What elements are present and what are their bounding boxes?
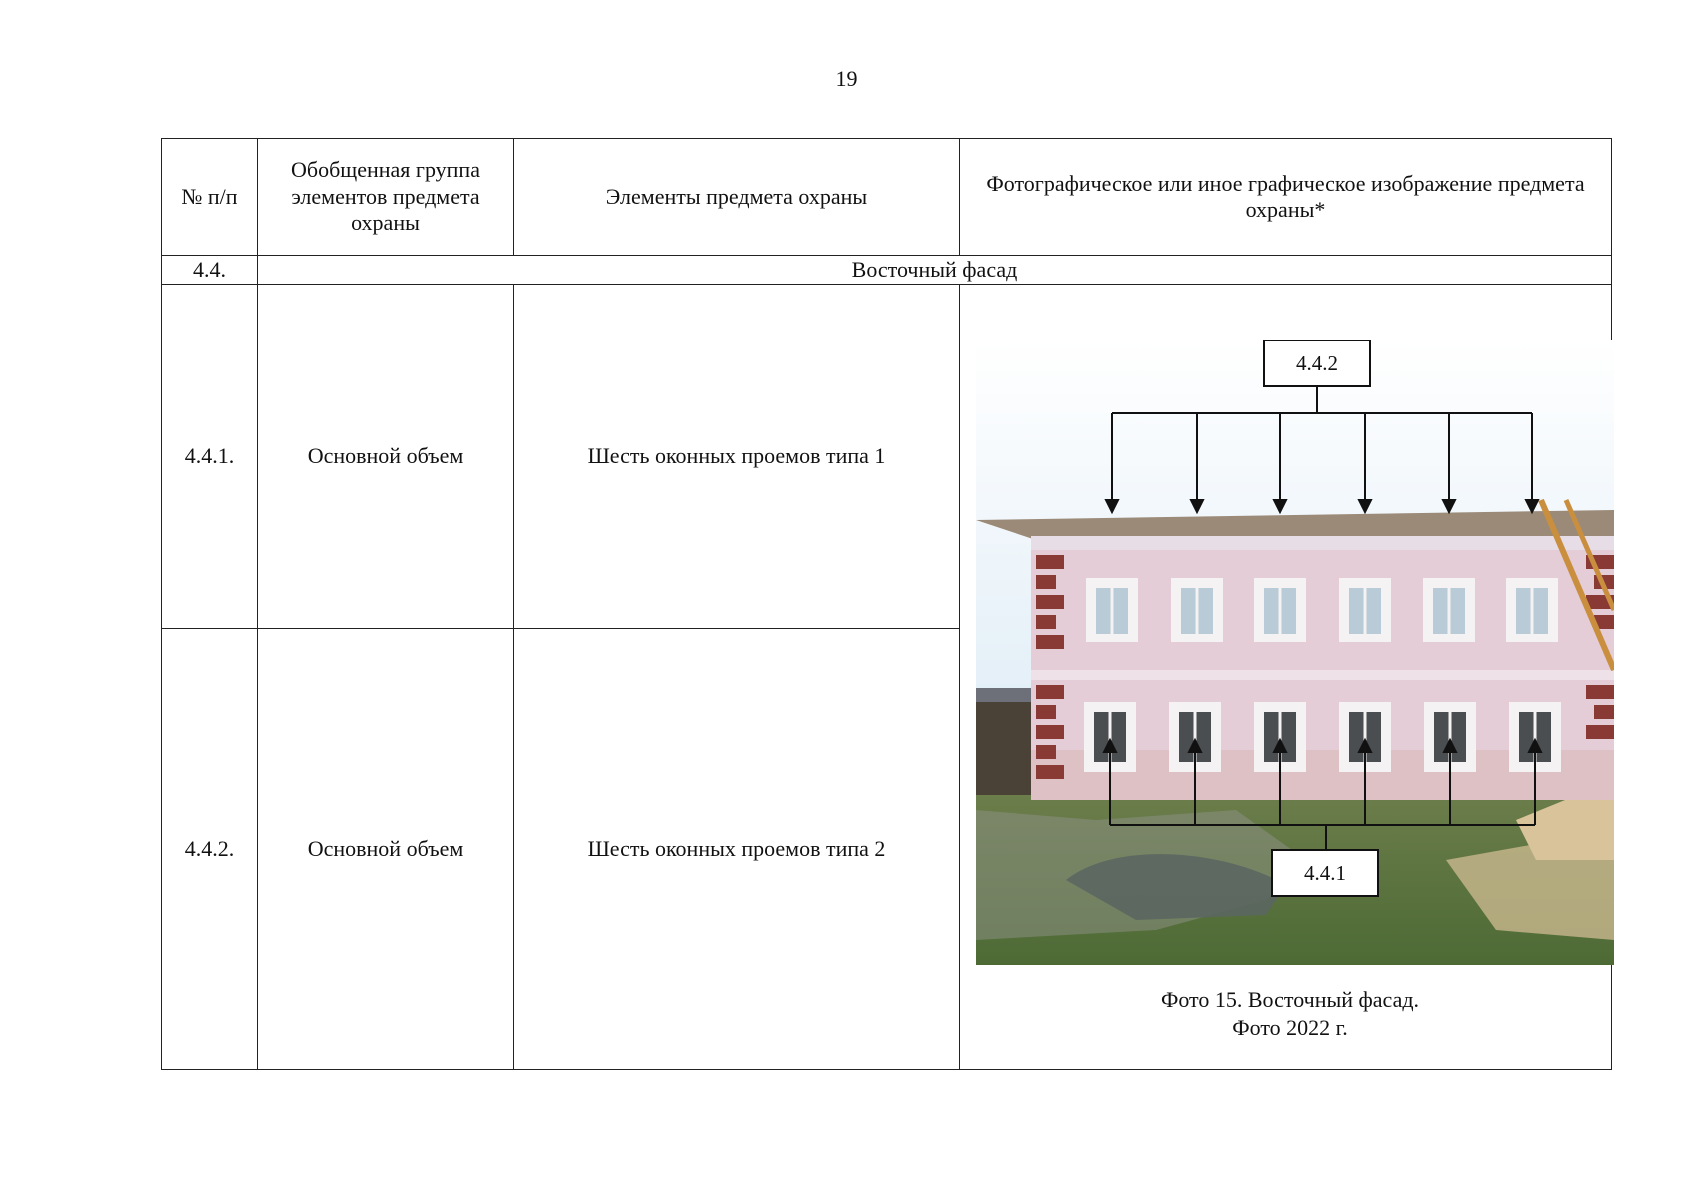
row-num: 4.4.2. [162,629,258,1070]
caption-line-1: Фото 15. Восточный фасад. [1160,986,1420,1012]
section-row [162,256,1612,285]
header-group: Обобщенная группа элементов предмета охраны [258,139,514,256]
photo-caption [966,986,1614,1043]
callout-top-label: 4.4.2 [1296,350,1338,375]
photo-cell [960,285,1612,1070]
row-group: Основной объем [258,285,514,629]
row-group: Основной объем [258,629,514,1070]
callout-bottom-label: 4.4.1 [1304,860,1346,885]
row-num: 4.4.1. [162,285,258,629]
protection-elements-table [161,138,1612,1070]
photo-figure [966,286,1614,1069]
caption-line-2: Фото 2022 г. [1232,1015,1348,1041]
facade-photo [976,340,1614,965]
page-number: 19 [835,66,858,91]
header-num: № п/п [162,139,258,256]
row-elements: Шесть оконных проемов типа 1 [514,285,960,629]
table-row [162,285,1612,629]
header-image: Фотографическое или иное графическое изображение предмета охраны* [960,139,1612,256]
section-num: 4.4. [162,256,258,285]
section-title: Восточный фасад [258,256,1612,285]
header-elements: Элементы предмета охраны [514,139,960,256]
table-header-row [162,139,1612,256]
row-elements: Шесть оконных проемов типа 2 [514,629,960,1070]
